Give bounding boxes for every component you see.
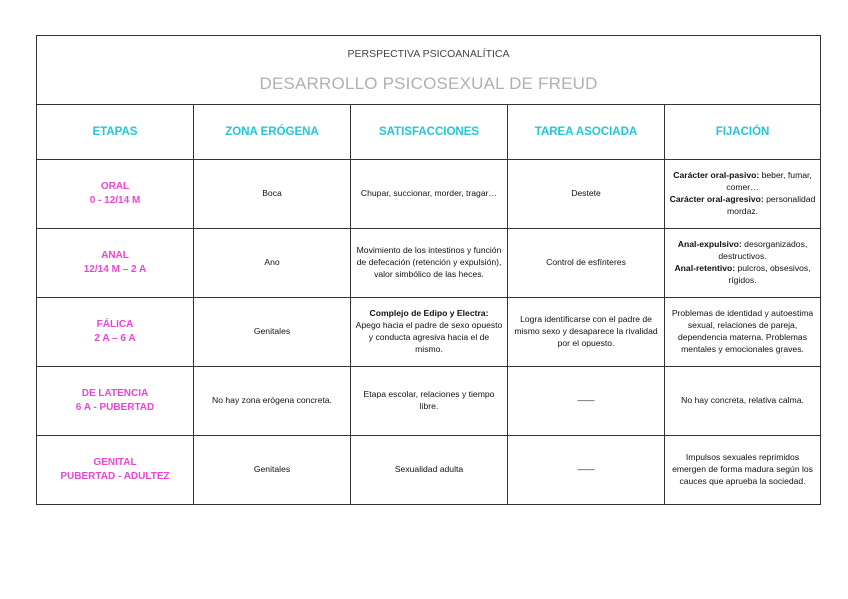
col-etapas: ETAPAS	[37, 105, 194, 160]
table-header	[37, 36, 821, 105]
zone-cell: Genitales	[194, 436, 351, 505]
fixation-cell	[665, 229, 821, 298]
task-cell: Destete	[508, 160, 665, 229]
fixation-cell: Impulsos sexuales reprimidos emergen de forma madura según los cauces que aprueba la sociedad.	[665, 436, 821, 505]
zone-cell: Ano	[194, 229, 351, 298]
stage-age: 6 A - PUBERTAD	[75, 402, 155, 413]
task-cell: ——	[508, 367, 665, 436]
stage-name: ANAL	[101, 249, 129, 261]
fixation-text: beber, fumar, comer…	[726, 170, 812, 193]
fixation-label: Carácter oral-agresivo:	[669, 194, 764, 204]
stage-cell	[37, 367, 194, 436]
freud-table	[36, 35, 821, 505]
table-row	[37, 298, 821, 367]
task-cell: ——	[508, 436, 665, 505]
satisfaction-cell: Etapa escolar, relaciones y tiempo libre.	[351, 367, 508, 436]
stage-cell	[37, 229, 194, 298]
fixation-cell: No hay concreta, relativa calma.	[665, 367, 821, 436]
fixation-label: Carácter oral-pasivo:	[673, 170, 760, 181]
zone-cell: Boca	[194, 160, 351, 229]
satisfaction-cell: Movimiento de los intestinos y función de defecación (retención y expulsión), valor simbólico de las heces.	[351, 229, 508, 298]
fixation-text: pulcros, obsesivos, rígidos.	[728, 263, 811, 285]
task-cell: Control de esfínteres	[508, 229, 665, 298]
satisfaction-cell: Chupar, succionar, morder, tragar…	[351, 160, 508, 229]
satisfaction-label: Complejo de Edipo y Electra:	[369, 308, 489, 319]
header-title: DESARROLLO PSICOSEXUAL DE FREUD	[259, 74, 598, 93]
satisfaction-cell	[351, 298, 508, 367]
stage-age: 2 A – 6 A	[94, 333, 136, 344]
stage-cell	[37, 436, 194, 505]
col-fijacion: FIJACIÓN	[665, 105, 821, 160]
satisfaction-cell: Sexualidad adulta	[351, 436, 508, 505]
col-satisfacciones: SATISFACCIONES	[351, 105, 508, 160]
table-row	[37, 367, 821, 436]
stage-cell	[37, 298, 194, 367]
stage-age: 12/14 M – 2 A	[83, 264, 147, 275]
zone-cell: Genitales	[194, 298, 351, 367]
task-cell: Logra identificarse con el padre de mismo sexo y desaparece la rivalidad por el opuesto.	[508, 298, 665, 367]
stage-age: PUBERTAD - ADULTEZ	[60, 471, 170, 482]
stage-age: 0 - 12/14 M	[89, 195, 141, 206]
fixation-text: desorganizados, destructivos.	[718, 239, 808, 262]
stage-cell	[37, 160, 194, 229]
table-row	[37, 160, 821, 229]
header-subtitle: PERSPECTIVA PSICOANALÍTICA	[347, 48, 510, 60]
stage-name: GENITAL	[93, 456, 137, 468]
fixation-cell	[665, 160, 821, 229]
column-header-row	[37, 105, 821, 160]
stage-name: FÁLICA	[96, 318, 134, 330]
fixation-cell: Problemas de identidad y autoestima sexual, relaciones de pareja, dependencia materna. Problemas mentales y emocionales graves.	[665, 298, 821, 367]
col-zona: ZONA ERÓGENA	[194, 105, 351, 160]
stage-name: ORAL	[100, 180, 130, 192]
zone-cell: No hay zona erógena concreta.	[194, 367, 351, 436]
table-row	[37, 436, 821, 505]
fixation-label: Anal-expulsivo:	[677, 239, 742, 250]
col-tarea: TAREA ASOCIADA	[508, 105, 665, 160]
satisfaction-text: Apego hacia el padre de sexo opuesto y conducta agresiva hacia el de mismo.	[355, 320, 503, 354]
fixation-text: personalidad mordaz.	[727, 194, 816, 216]
fixation-label: Anal-retentivo:	[674, 263, 736, 273]
table-row	[37, 229, 821, 298]
stage-name: DE LATENCIA	[81, 387, 149, 399]
